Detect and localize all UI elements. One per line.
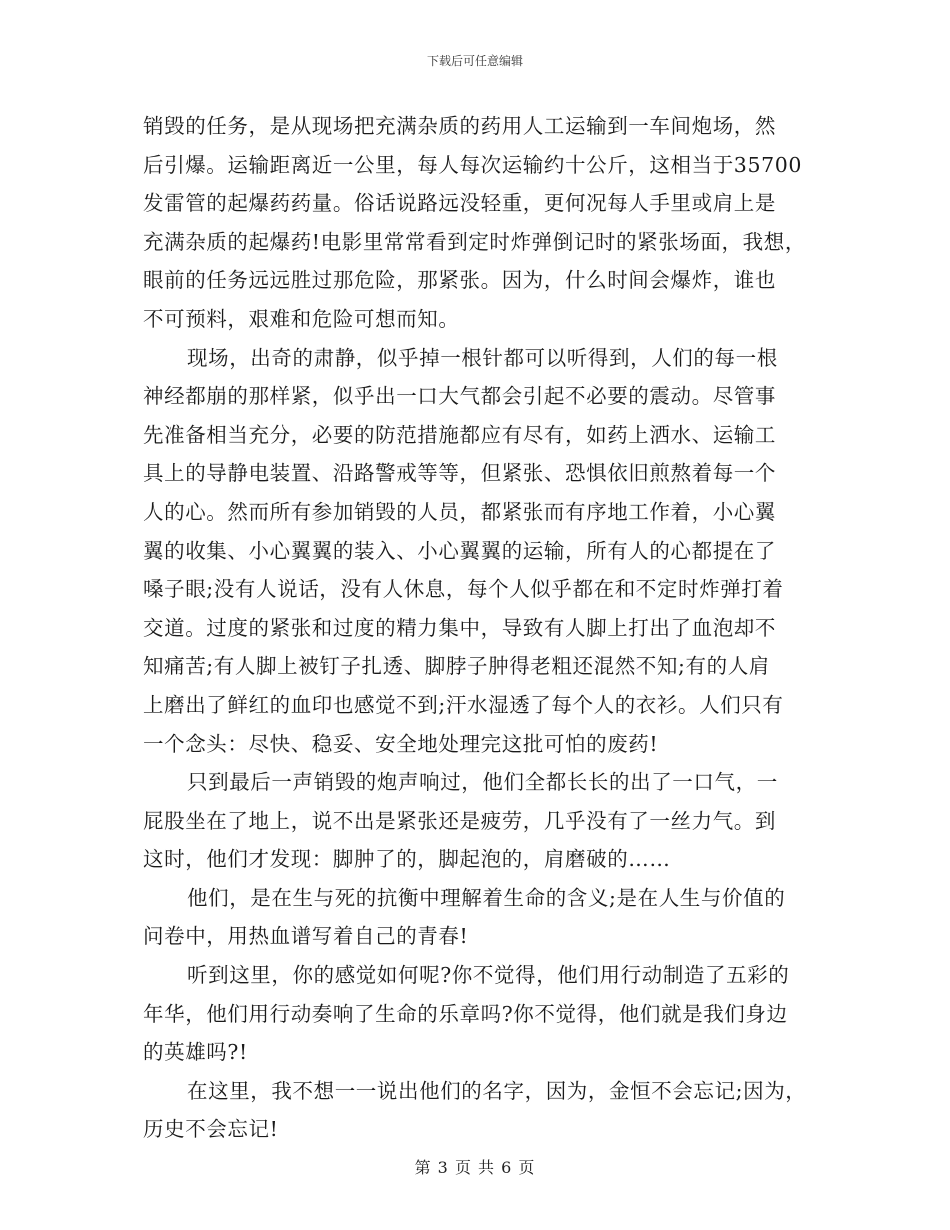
text-line: 交道。过度的紧张和过度的精力集中，导致有人脚上打出了血泡却不 [143, 615, 776, 640]
page-number-footer: 第 3 页 共 6 页 [414, 1158, 536, 1177]
text-line: 眼前的任务远远胜过那危险，那紧张。因为，什么时间会爆炸，谁也 [143, 268, 776, 293]
text-line: 先准备相当充分，必要的防范措施都应有尽有，如药上洒水、运输工 [143, 422, 776, 447]
paragraph-first-line: 现场，出奇的肃静，似乎掉一根针都可以听得到，人们的每一根 [187, 345, 778, 370]
text-line: 问卷中，用热血谱写着自己的青春! [143, 924, 469, 949]
text-line: 这时，他们才发现：脚肿了的，脚起泡的，肩磨破的…… [143, 847, 671, 872]
page-header: 下载后可任意编辑 [426, 54, 523, 68]
text-line: 年华，他们用行动奏响了生命的乐章吗?你不觉得，他们就是我们身边 [143, 1001, 788, 1026]
paragraph-first-line: 他们，是在生与死的抗衡中理解着生命的含义;是在人生与价值的 [187, 885, 786, 910]
paragraph-first-line: 听到这里，你的感觉如何呢?你不觉得，他们用行动制造了五彩的 [187, 963, 790, 988]
paragraph-first-line: 在这里，我不想一一说出他们的名字，因为，金恒不会忘记;因为， [187, 1078, 807, 1103]
text-line: 的英雄吗?! [143, 1040, 248, 1065]
text-line: 人的心。然而所有参加销毁的人员，都紧张而有序地工作着，小心翼 [143, 499, 776, 524]
text-line: 知痛苦;有人脚上被钉子扎透、脚脖子肿得老粗还混然不知;有的人肩 [143, 654, 770, 679]
text-line: 上磨出了鲜红的血印也感觉不到;汗水湿透了每个人的衣衫。人们只有 [143, 692, 784, 717]
text-line: 一个念头：尽快、稳妥、安全地处理完这批可怕的废药! [143, 731, 659, 756]
document-body [143, 107, 808, 1149]
text-line: 翼的收集、小心翼翼的装入、小心翼翼的运输，所有人的心都提在了 [143, 538, 776, 563]
text-line: 神经都崩的那样紧，似乎出一口大气都会引起不必要的震动。尽管事 [143, 384, 776, 409]
text-line: 充满杂质的起爆药!电影里常常看到定时炸弹倒记时的紧张场面，我想， [143, 229, 806, 254]
text-line: 历史不会忘记! [143, 1117, 279, 1142]
paragraph-first-line: 只到最后一声销毁的炮声响过，他们全都长长的出了一口气，一 [187, 770, 778, 795]
text-line: 发雷管的起爆药药量。俗话说路远没轻重，更何况每人手里或肩上是 [143, 191, 776, 216]
text-line: 销毁的任务，是从现场把充满杂质的药用人工运输到一车间炮场，然 [143, 114, 776, 138]
text-line: 后引爆。运输距离近一公里，每人每次运输约十公斤，这相当于35700 [143, 152, 803, 177]
text-line: 具上的导静电装置、沿路警戒等等，但紧张、恐惧依旧煎熬着每一个 [143, 461, 776, 486]
text-line: 不可预料，艰难和危险可想而知。 [143, 306, 460, 331]
text-line: 屁股坐在了地上，说不出是紧张还是疲劳，几乎没有了一丝力气。到 [143, 808, 776, 833]
text-line: 嗓子眼;没有人说话，没有人休息，每个人似乎都在和不定时炸弹打着 [143, 577, 784, 602]
